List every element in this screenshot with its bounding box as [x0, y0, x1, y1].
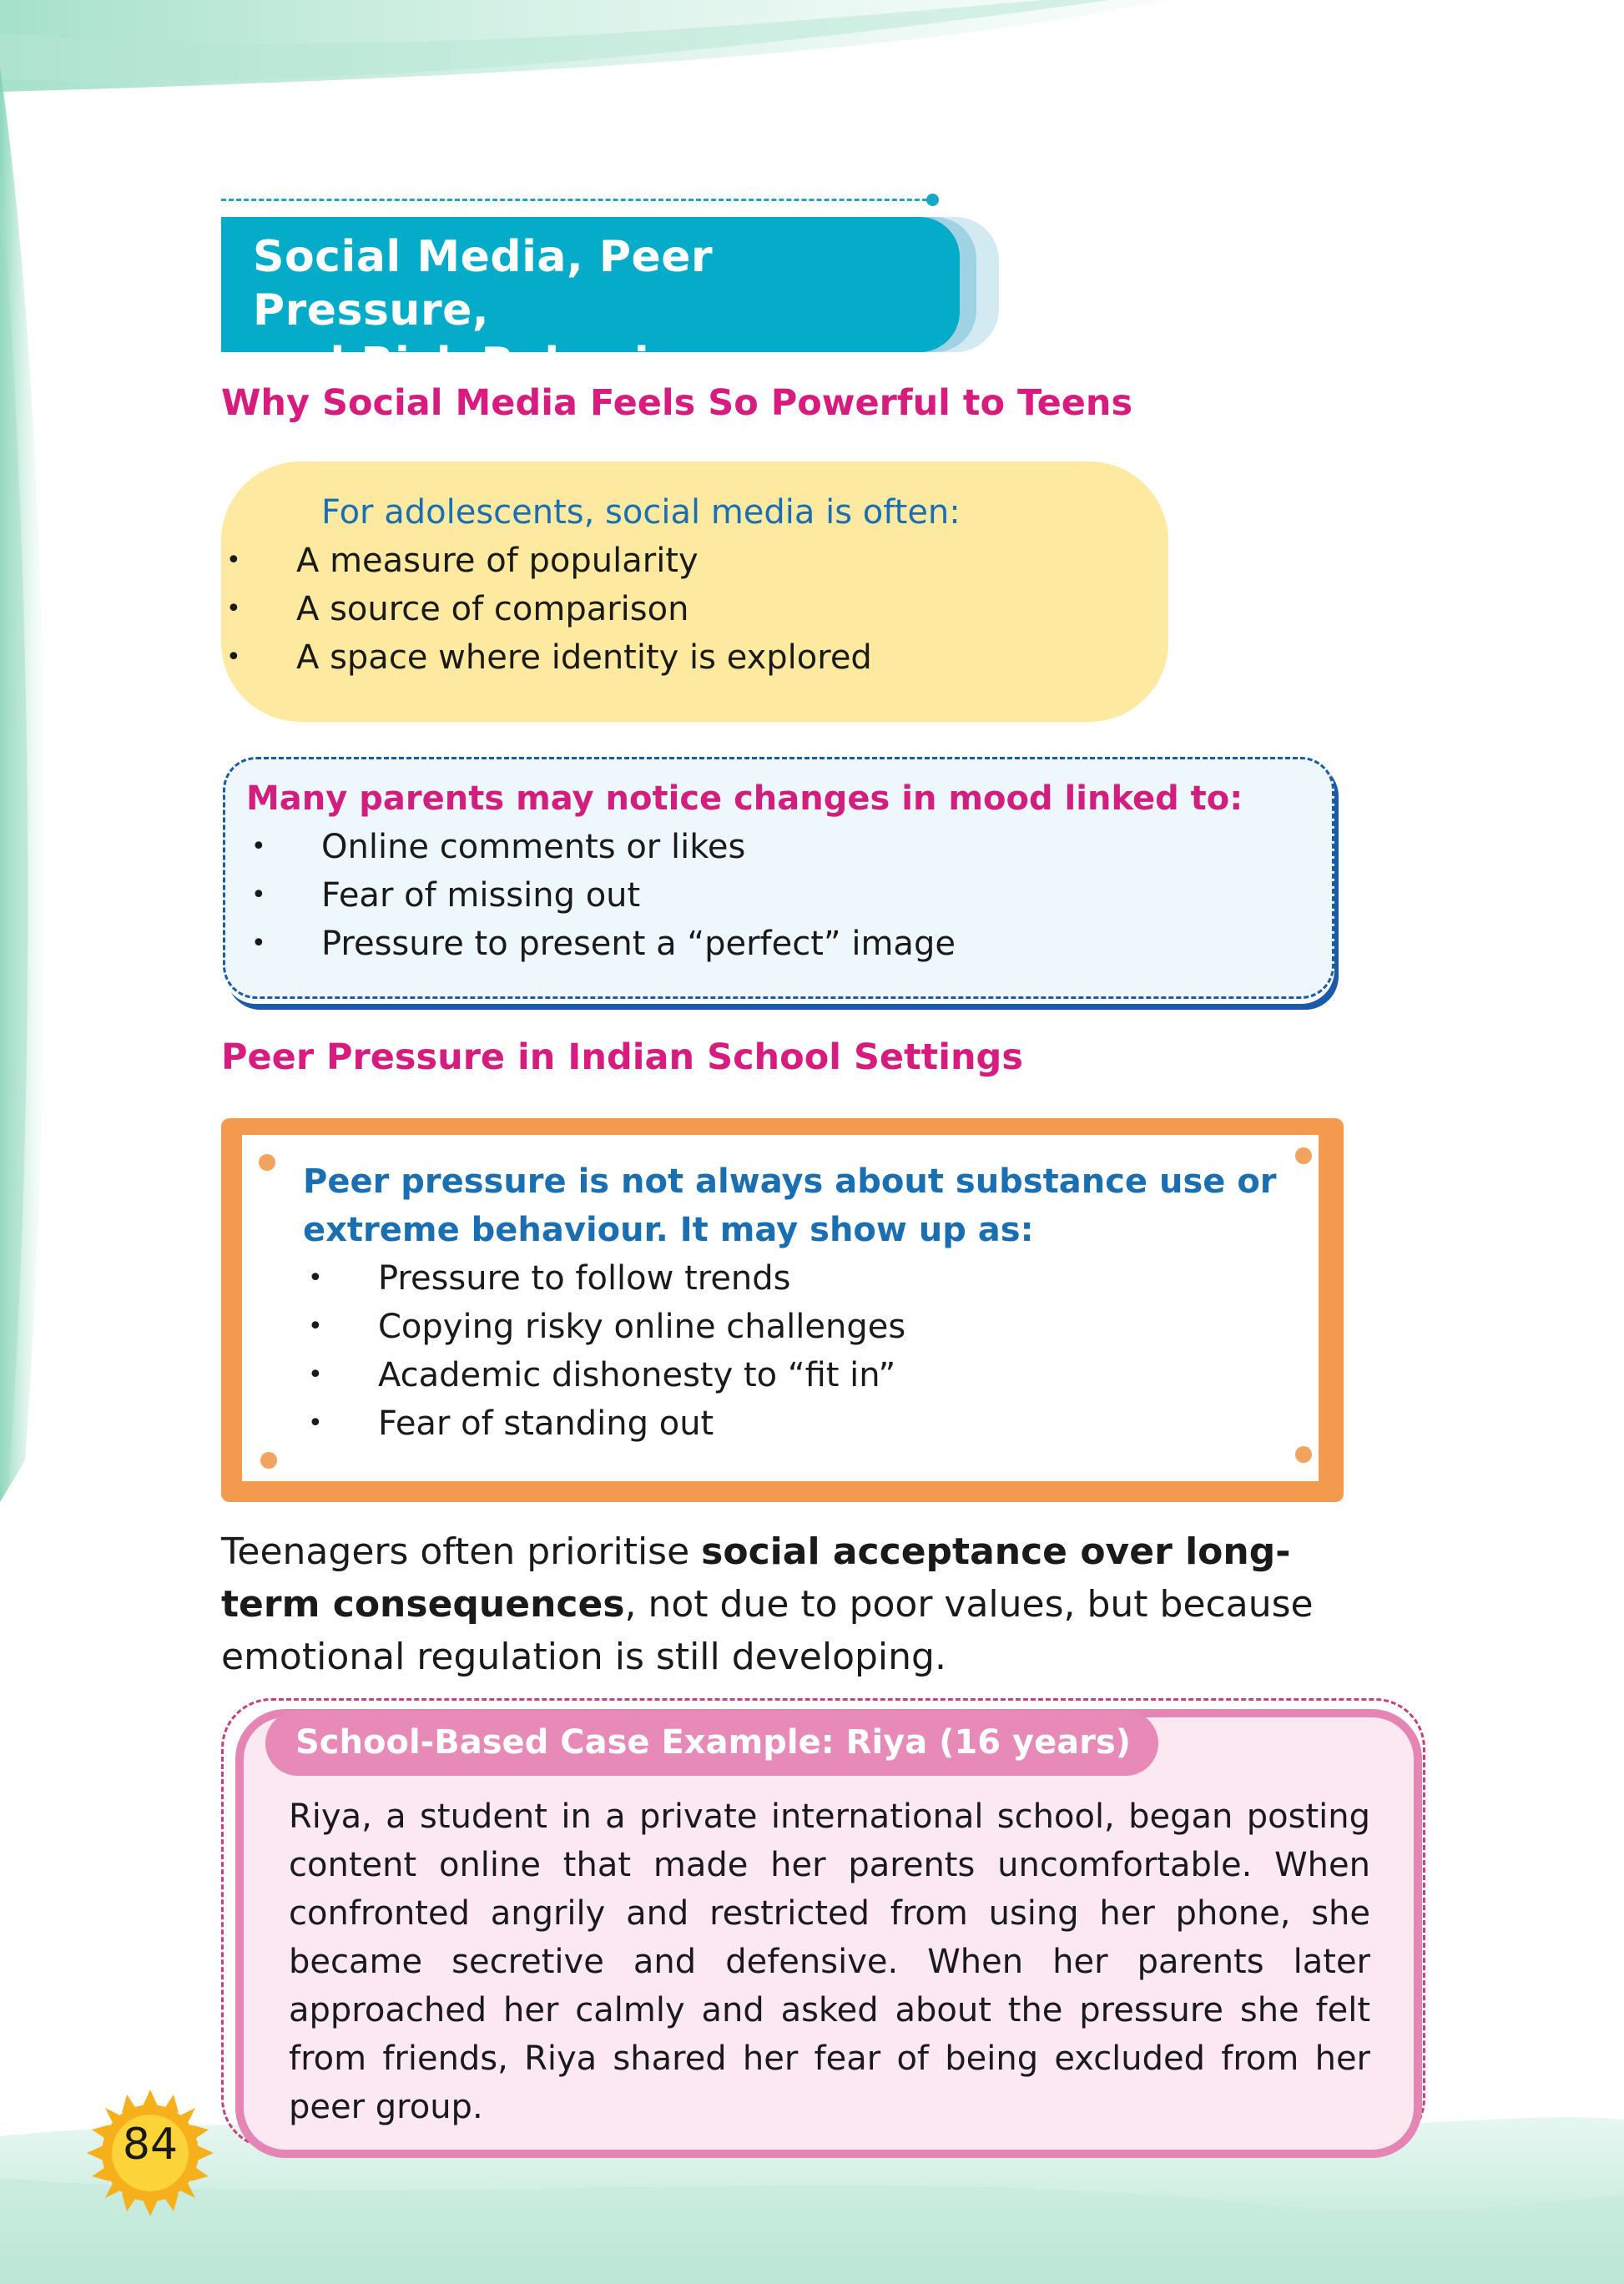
yellow-callout-content — [296, 488, 1139, 682]
body-paragraph — [221, 1525, 1423, 1683]
page-title-line-1: Social Media, Peer Pressure, — [253, 232, 714, 335]
list-item: • Copying risky online challenges — [303, 1303, 1313, 1351]
paragraph-bold-2: term consequences — [221, 1583, 625, 1626]
page-title — [253, 230, 960, 391]
orange-frame-list — [303, 1254, 1313, 1448]
frame-corner-dot — [1295, 1446, 1312, 1463]
paragraph-text-1: Teenagers often prioritise — [221, 1530, 702, 1573]
yellow-callout-list — [296, 537, 1139, 682]
blue-box-list — [246, 823, 1323, 968]
list-item: • Fear of missing out — [246, 871, 1323, 920]
yellow-callout-intro: For adolescents, social media is often: — [321, 493, 961, 532]
title-dot — [926, 194, 939, 206]
paragraph-text-3: emotional regulation is still developing. — [221, 1636, 946, 1678]
orange-intro-line-1: Peer pressure is not always about substance use or — [303, 1162, 1277, 1201]
list-item: • Academic dishonesty to “fit in” — [303, 1351, 1313, 1399]
list-item: • Pressure to present a “perfect” image — [246, 920, 1323, 968]
paragraph-bold-1: social acceptance over long- — [701, 1530, 1291, 1573]
case-example-text: Riya, a student in a private international school, began posting content online that made her parents uncomfortable. When confronted angrily and restricted from using her phone, she became secretive and defensive. When her parents later approached her calmly and asked about the pressure she felt from friends, Riya shared her fear of being excluded from her peer group. — [289, 1797, 1370, 2126]
section1-heading: Why Social Media Feels So Powerful to Teens — [221, 382, 1133, 424]
blue-box-intro: Many parents may notice changes in mood linked to: — [246, 779, 1243, 818]
frame-corner-dot — [259, 1154, 275, 1171]
orange-frame-intro — [303, 1157, 1313, 1254]
paragraph-text-2: , not due to poor values, but because — [624, 1583, 1314, 1626]
frame-corner-dot — [260, 1452, 277, 1469]
orange-frame-content — [303, 1157, 1313, 1448]
list-item: • Online comments or likes — [246, 823, 1323, 871]
blue-box-content — [246, 774, 1323, 968]
list-item: • A source of comparison — [221, 585, 1139, 633]
page-number: 84 — [122, 2120, 179, 2170]
title-dotted-line — [221, 199, 935, 201]
list-item: • A measure of popularity — [221, 537, 1139, 585]
orange-intro-line-2: extreme behaviour. It may show up as: — [303, 1211, 1034, 1249]
page-title-line-2: and Risk Behaviour — [253, 339, 734, 389]
section-title-banner — [221, 217, 960, 389]
section2-heading: Peer Pressure in Indian School Settings — [221, 1036, 1023, 1078]
case-example-tab — [265, 1711, 1158, 1776]
case-example-title: School-Based Case Example: Riya (16 years) — [295, 1723, 1132, 1762]
list-item: • Pressure to follow trends — [303, 1254, 1313, 1303]
list-item: • A space where identity is explored — [221, 633, 1139, 682]
list-item: • Fear of standing out — [303, 1399, 1313, 1448]
